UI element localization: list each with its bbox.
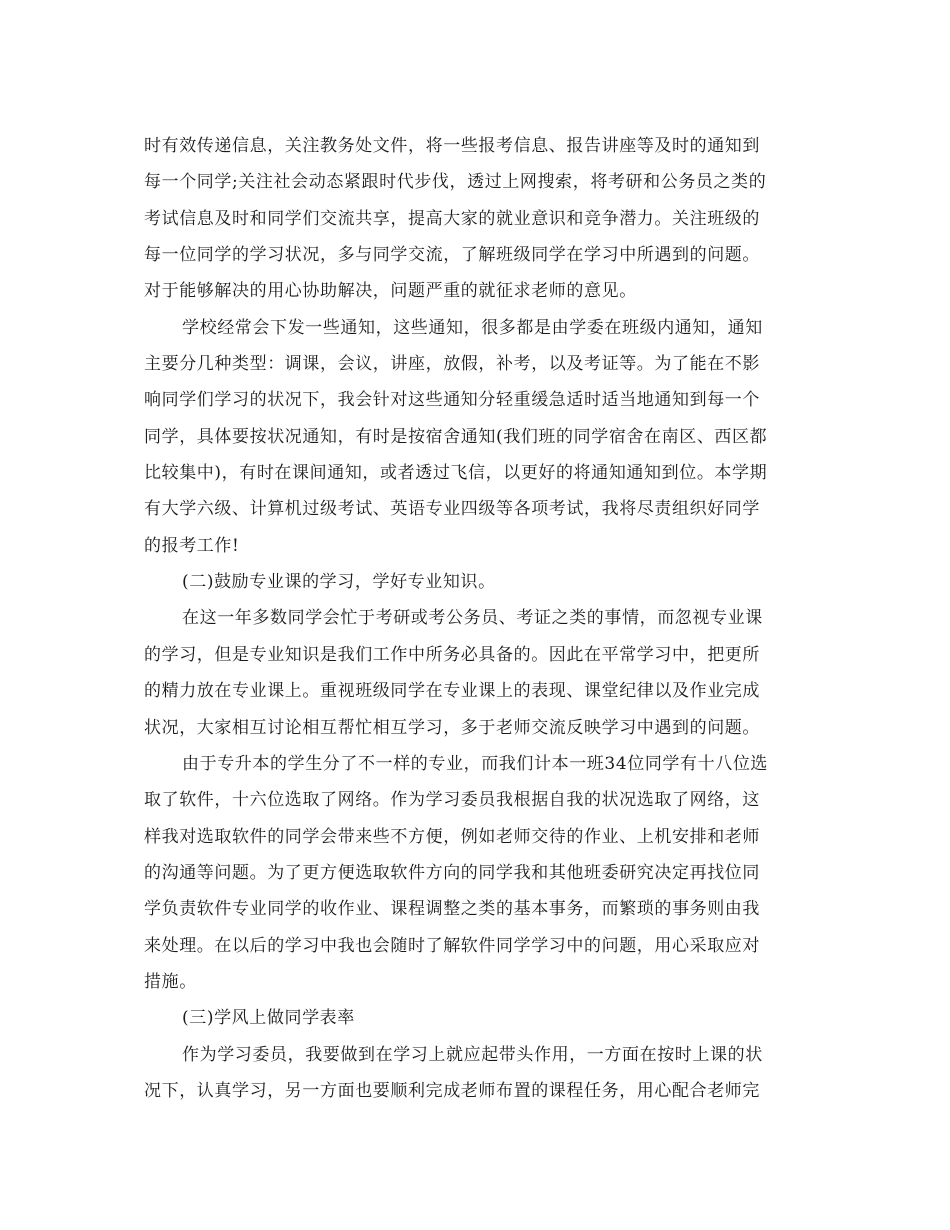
paragraph-first-line: 学校经常会下发一些通知，这些通知，很多都是由学委在班级内通知，通知 [182,317,763,338]
text-line: 同学，具体要按状况通知，有时是按宿舍通知(我们班的同学宿舍在南区、西区都 [144,426,768,447]
text-line: 的学习，但是专业知识是我们工作中所务必具备的。因此在平常学习中，把更所 [144,644,760,665]
text-line: 有大学六级、计算机过级考试、英语专业四级等各项考试，我将尽责组织好同学 [144,499,760,520]
text-line: 考试信息及时和同学们交流共享，提高大家的就业意识和竞争潜力。关注班级的 [144,208,760,229]
text-line: 响同学们学习的状况下，我会针对这些通知分轻重缓急适时适当地通知到每一个 [144,390,760,411]
text-line: 的精力放在专业课上。重视班级同学在专业课上的表现、课堂纪律以及作业完成 [144,681,760,702]
text-line: 的沟通等问题。为了更方便选取软件方向的同学我和其他班委研究决定再找位同 [144,862,760,883]
text-line: 主要分几种类型：调课，会议，讲座，放假，补考，以及考证等。为了能在不影 [144,354,760,375]
text-line: 的报考工作! [144,535,240,556]
paragraph-first-line: 作为学习委员，我要做到在学习上就应起带头作用，一方面在按时上课的状 [182,1044,763,1065]
paragraph-first-line: (二)鼓励专业课的学习，学好专业知识。 [182,572,496,593]
text-line: 对于能够解决的用心协助解决，问题严重的就征求老师的意见。 [144,281,637,302]
text-line: 学负责软件专业同学的收作业、课程调整之类的基本事务，而繁琐的事务则由我 [144,899,760,920]
text-line: 况下，认真学习，另一方面也要顺利完成老师布置的课程任务，用心配合老师完 [144,1080,760,1101]
text-line: 样我对选取软件的同学会带来些不方便，例如老师交待的作业、上机安排和老师 [144,826,760,847]
paragraph-first-line: (三)学风上做同学表率 [182,1008,355,1029]
document-body [144,128,814,1109]
text-line: 来处理。在以后的学习中我也会随时了解软件同学学习中的问题，用心采取应对 [144,935,760,956]
paragraph-first-line: 由于专升本的学生分了不一样的专业，而我们计本一班34位同学有十八位选 [182,753,769,774]
text-line: 时有效传递信息，关注教务处文件，将一些报考信息、报告讲座等及时的通知到 [144,136,760,156]
text-line: 每一个同学;关注社会动态紧跟时代步伐，透过上网搜索，将考研和公务员之类的 [144,172,767,193]
text-line: 比较集中)，有时在课间通知，或者透过飞信，以更好的将通知通知到位。本学期 [144,463,768,484]
text-line: 每一位同学的学习状况，多与同学交流，了解班级同学在学习中所遇到的问题。 [144,245,760,266]
text-line: 措施。 [144,971,197,992]
text-line: 状况，大家相互讨论相互帮忙相互学习，多于老师交流反映学习中遇到的问题。 [144,717,760,738]
text-line: 取了软件，十六位选取了网络。作为学习委员我根据自我的状况选取了网络，这 [144,790,760,811]
paragraph-first-line: 在这一年多数同学会忙于考研或考公务员、考证之类的事情，而忽视专业课 [182,608,763,629]
